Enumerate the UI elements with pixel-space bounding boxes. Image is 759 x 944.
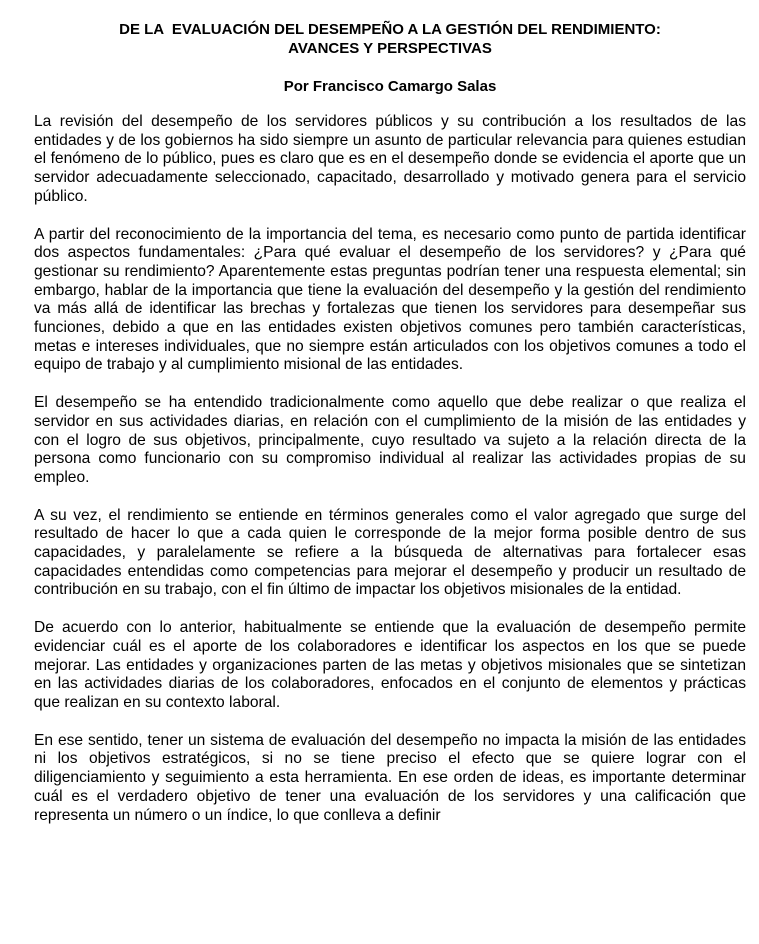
title-line-2: AVANCES Y PERSPECTIVAS bbox=[288, 40, 492, 57]
title-line-1: DE LA EVALUACIÓN DEL DESEMPEÑO A LA GESTIÓN DEL RENDIMIENTO: bbox=[119, 21, 661, 38]
paragraph: El desempeño se ha entendido tradicionalmente como aquello que debe realizar o que realiza el servidor en sus actividades diarias, en relación con el cumplimiento de la misión de las entidades y con el logro de sus objetivos, principalmente, cuyo resultado va sujeto a la relación directa de la persona como funcionario con su compromiso individual al realizar las actividades propias de su empleo. bbox=[34, 394, 746, 486]
article-body bbox=[34, 113, 746, 825]
document-title bbox=[34, 20, 746, 58]
paragraph: De acuerdo con lo anterior, habitualmente se entiende que la evaluación de desempeño permite evidenciar cuál es el aporte de los colaboradores e identificar los aspectos en los que se puede mejorar. Las entidades y organizaciones parten de las metas y objetivos misionales que se sintetizan en las actividades diarias de los colaboradores, enfocados en el conjunto de elementos y prácticas que realizan en su contexto laboral. bbox=[34, 619, 746, 711]
paragraph: A partir del reconocimiento de la importancia del tema, es necesario como punto de partida identificar dos aspectos fundamentales: ¿Para qué evaluar el desempeño de los servidores? y ¿Para qué gestionar su rendimiento? Aparentemente estas preguntas podrían tener una respuesta elemental; sin embargo, hablar de la importancia que tiene la evaluación del desempeño y la gestión del rendimiento va más allá de identificar las brechas y fortalezas que tienen los servidores para desempeñar sus funciones, debido a que en las entidades existen objetivos comunes pero también características, metas e intereses individuales, que no siempre están articulados con los objetivos comunes a todo el equipo de trabajo y al cumplimiento misional de las entidades. bbox=[34, 225, 746, 374]
paragraph: A su vez, el rendimiento se entiende en términos generales como el valor agregado que surge del resultado de hacer lo que a cada quien le corresponde de la mejor forma posible dentro de sus capacidades, y paralelamente se refiere a la búsqueda de alternativas para fortalecer esas capacidades entendidas como competencias para mejorar el desempeño y producir un resultado de contribución en su trabajo, con el fin último de impactar los objetivos misionales de la entidad. bbox=[34, 506, 746, 599]
author-byline: Por Francisco Camargo Salas bbox=[283, 78, 497, 95]
paragraph: La revisión del desempeño de los servidores públicos y su contribución a los resultados de las entidades y de los gobiernos ha sido siempre un asunto de particular relevancia para quienes estudian el fenómeno de lo público, pues es claro que es en el desempeño donde se evidencia el aporte que un servidor adecuadamente seleccionado, capacitado, desarrollado y motivado genera para el servicio público. bbox=[34, 113, 746, 205]
paragraph: En ese sentido, tener un sistema de evaluación del desempeño no impacta la misión de las entidades ni los objetivos estratégicos, si no se tiene preciso el efecto que se quiere lograr con el diligenciamiento y seguimiento a esta herramienta. En ese orden de ideas, es importante determinar cuál es el verdadero objetivo de tener una evaluación de los servidores y una calificación que representa un número o un índice, lo que conlleva a definir bbox=[34, 731, 746, 824]
document-page bbox=[34, 20, 746, 844]
